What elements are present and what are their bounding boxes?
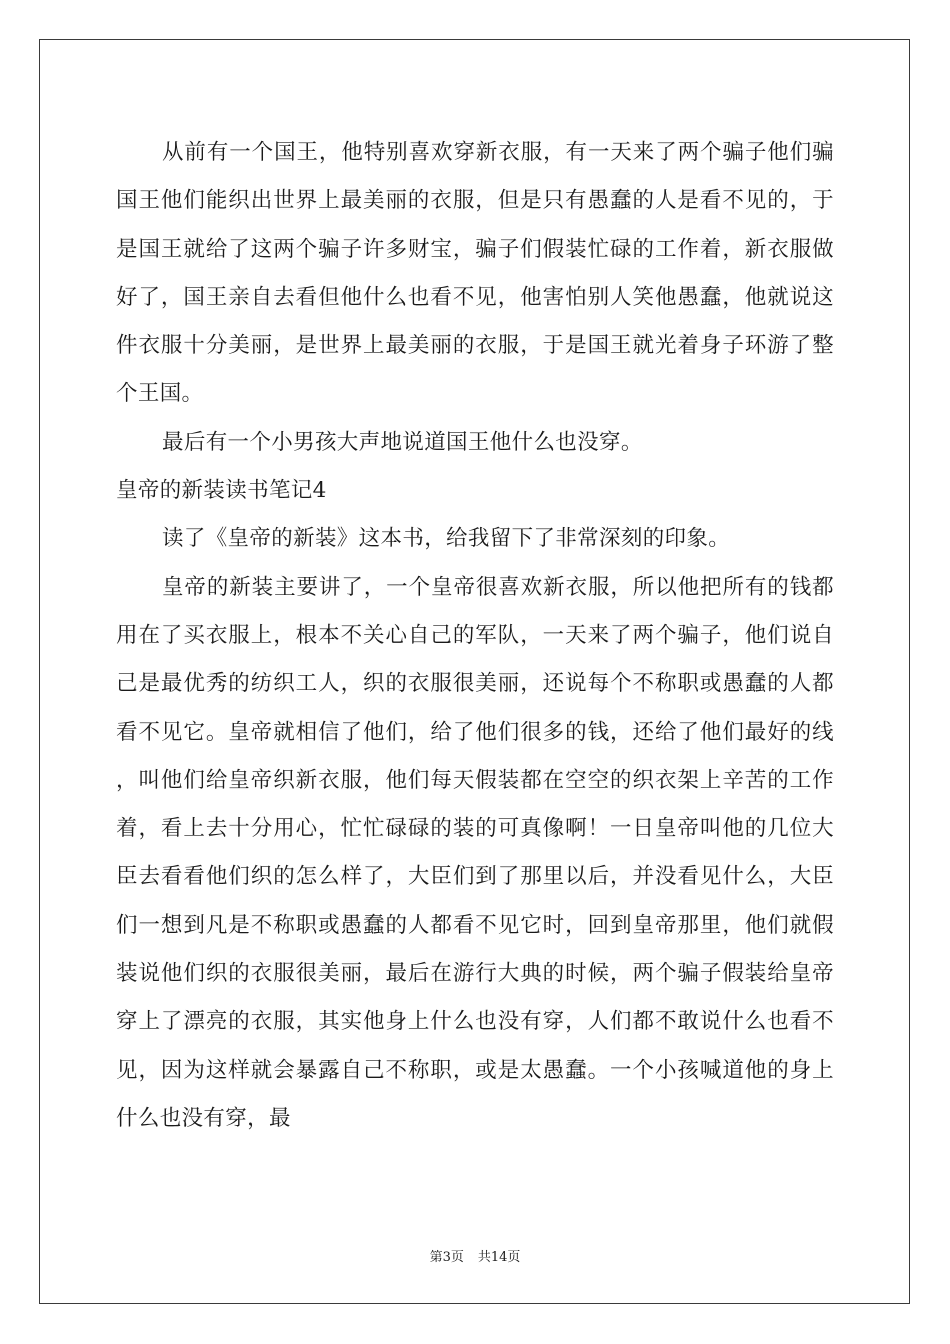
paragraph: 最后有一个小男孩大声地说道国王他什么也没穿。	[162, 429, 643, 455]
section-heading: 皇帝的新装读书笔记4	[116, 478, 327, 504]
paragraph: 读了《皇帝的新装》这本书，给我留下了非常深刻的印象。	[162, 526, 731, 552]
page-number: 第3页	[429, 1250, 464, 1265]
page-total: 共14页	[477, 1250, 521, 1265]
document-body	[116, 129, 834, 1143]
paragraph: 从前有一个国王，他特别喜欢穿新衣服，有一天来了两个骗子他们骗国王他们能织出世界上最美丽的衣服，但是只有愚蠢的人是看不见的，于是国王就给了这两个骗子许多财宝，骗子们假装忙碌的工作着，新衣服做好了，国王亲自去看但他什么也看不见，他害怕别人笑他愚蠢，他就说这件衣服十分美丽，是世界上最美丽的衣服，于是国王就光着身子环游了整个王国。	[116, 140, 834, 407]
page-footer	[0, 1246, 950, 1265]
paragraph: 皇帝的新装主要讲了，一个皇帝很喜欢新衣服，所以他把所有的钱都用在了买衣服上，根本不关心自己的军队，一天来了两个骗子，他们说自己是最优秀的纺织工人，织的衣服很美丽，还说每个不称职或愚蠢的人都看不见它。皇帝就相信了他们，给了他们很多的钱，还给了他们最好的线，叫他们给皇帝织新衣服，他们每天假装都在空空的织衣架上辛苦的工作着，看上去十分用心，忙忙碌碌的装的可真像啊！一日皇帝叫他的几位大臣去看看他们织的怎么样了，大臣们到了那里以后，并没看见什么，大臣们一想到凡是不称职或愚蠢的人都看不见它时，回到皇帝那里，他们就假装说他们织的衣服很美丽，最后在游行大典的时候，两个骗子假装给皇帝穿上了漂亮的衣服，其实他身上什么也没有穿，人们都不敢说什么也看不见，因为这样就会暴露自己不称职，或是太愚蠢。一个小孩喊道他的身上什么也没有穿，最	[116, 574, 834, 1131]
